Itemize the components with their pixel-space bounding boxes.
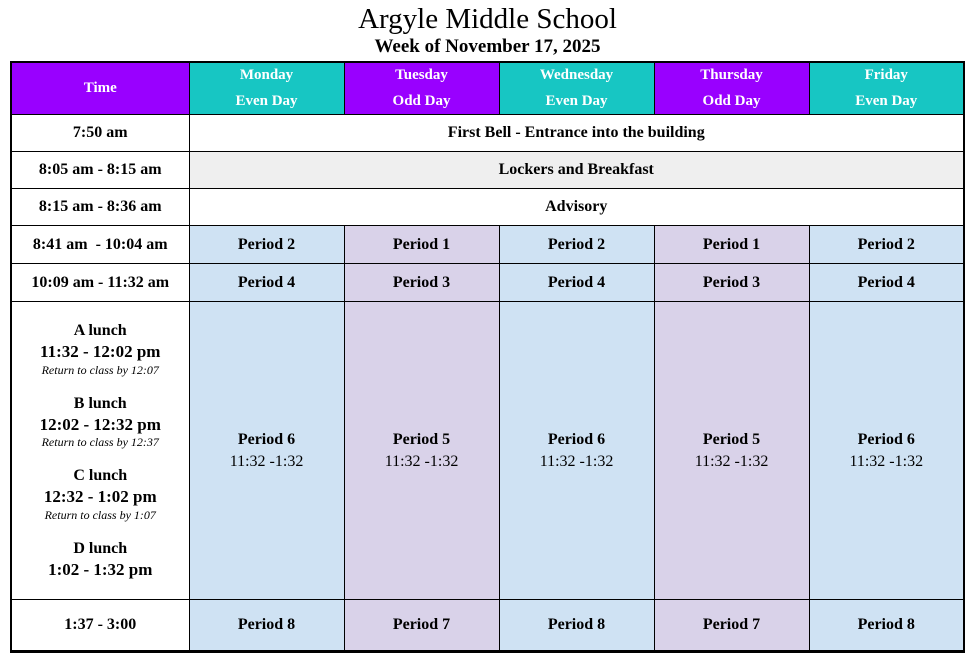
lunch-return-note: Return to class by 12:37 xyxy=(41,435,159,450)
table-row-block-2 xyxy=(11,264,964,302)
lunch-group-c xyxy=(12,466,189,522)
period-label: Period 5 xyxy=(392,431,451,449)
period-cell-thursday: Period 1 xyxy=(654,226,809,264)
page-header xyxy=(0,0,975,58)
period-cell-thursday xyxy=(654,302,809,600)
column-header-tuesday xyxy=(344,62,499,115)
period-cell-wednesday: Period 8 xyxy=(499,600,654,652)
event-cell-lockers-breakfast: Lockers and Breakfast xyxy=(189,152,964,189)
lunch-group-d xyxy=(12,539,189,580)
event-cell-advisory: Advisory xyxy=(189,189,964,226)
event-cell-first-bell: First Bell - Entrance into the building xyxy=(189,115,964,152)
column-header-sublabel: Even Day xyxy=(545,92,608,109)
period-cell-tuesday xyxy=(344,302,499,600)
column-header-sublabel: Odd Day xyxy=(392,92,451,109)
column-header-time xyxy=(11,62,189,115)
period-time: 11:32 -1:32 xyxy=(694,452,769,470)
column-header-label: Monday xyxy=(239,67,294,84)
period-cell-thursday: Period 3 xyxy=(654,264,809,302)
column-header-label: Tuesday xyxy=(395,67,448,84)
lunch-times-cell xyxy=(11,302,189,600)
time-cell: 8:05 am - 8:15 am xyxy=(11,152,189,189)
lunch-group-b xyxy=(12,394,189,450)
lunch-group-a xyxy=(12,321,189,377)
lunch-groups xyxy=(12,303,189,599)
table-row-block-1 xyxy=(11,226,964,264)
column-header-label: Friday xyxy=(864,67,908,84)
school-title: Argyle Middle School xyxy=(358,3,617,35)
column-header-label: Thursday xyxy=(700,67,763,84)
period-label: Period 5 xyxy=(702,431,761,449)
column-header-thursday xyxy=(654,62,809,115)
period-cell-friday: Period 8 xyxy=(809,600,964,652)
lunch-name: B lunch xyxy=(73,394,127,412)
time-cell: 1:37 - 3:00 xyxy=(11,600,189,652)
lunch-name: A lunch xyxy=(73,322,127,340)
period-cell-monday: Period 8 xyxy=(189,600,344,652)
period-cell-monday xyxy=(189,302,344,600)
period-cell-wednesday: Period 4 xyxy=(499,264,654,302)
period-time: 11:32 -1:32 xyxy=(229,452,304,470)
period-cell-tuesday: Period 1 xyxy=(344,226,499,264)
period-cell-tuesday: Period 3 xyxy=(344,264,499,302)
lunch-name: D lunch xyxy=(73,539,128,557)
period-cell-tuesday: Period 7 xyxy=(344,600,499,652)
bell-schedule-table xyxy=(10,61,965,653)
time-cell: 8:15 am - 8:36 am xyxy=(11,189,189,226)
period-cell-friday: Period 2 xyxy=(809,226,964,264)
period-cell-monday: Period 4 xyxy=(189,264,344,302)
period-cell-wednesday: Period 2 xyxy=(499,226,654,264)
period-cell-thursday: Period 7 xyxy=(654,600,809,652)
table-row-lockers-breakfast xyxy=(11,152,964,189)
lunch-time: 11:32 - 12:02 pm xyxy=(40,342,161,362)
lunch-time: 1:02 - 1:32 pm xyxy=(48,559,153,579)
period-label: Period 6 xyxy=(237,431,296,449)
week-subtitle: Week of November 17, 2025 xyxy=(374,36,601,58)
period-cell-friday: Period 4 xyxy=(809,264,964,302)
table-row-advisory xyxy=(11,189,964,226)
lunch-return-note: Return to class by 12:07 xyxy=(41,362,159,377)
lunch-time: 12:02 - 12:32 pm xyxy=(39,414,161,434)
column-header-label: Time xyxy=(83,79,117,96)
column-header-sublabel: Even Day xyxy=(235,92,298,109)
column-header-wednesday xyxy=(499,62,654,115)
table-row-first-bell xyxy=(11,115,964,152)
period-time: 11:32 -1:32 xyxy=(849,452,924,470)
column-header-sublabel: Odd Day xyxy=(702,92,761,109)
lunch-name: C lunch xyxy=(73,467,128,485)
time-cell: 10:09 am - 11:32 am xyxy=(11,264,189,302)
period-cell-monday: Period 2 xyxy=(189,226,344,264)
column-header-friday xyxy=(809,62,964,115)
period-time: 11:32 -1:32 xyxy=(539,452,614,470)
table-header-row xyxy=(11,62,964,115)
lunch-return-note: Return to class by 1:07 xyxy=(44,507,156,522)
period-cell-wednesday xyxy=(499,302,654,600)
time-cell: 8:41 am - 10:04 am xyxy=(11,226,189,264)
period-label: Period 6 xyxy=(547,431,606,449)
period-cell-friday xyxy=(809,302,964,600)
column-header-sublabel: Even Day xyxy=(855,92,918,109)
table-row-lunch-block xyxy=(11,302,964,600)
lunch-time: 12:32 - 1:02 pm xyxy=(43,487,157,507)
table-row-block-last xyxy=(11,600,964,652)
column-header-label: Wednesday xyxy=(539,67,614,84)
time-cell: 7:50 am xyxy=(11,115,189,152)
period-time: 11:32 -1:32 xyxy=(384,452,459,470)
period-label: Period 6 xyxy=(857,431,915,449)
column-header-monday xyxy=(189,62,344,115)
